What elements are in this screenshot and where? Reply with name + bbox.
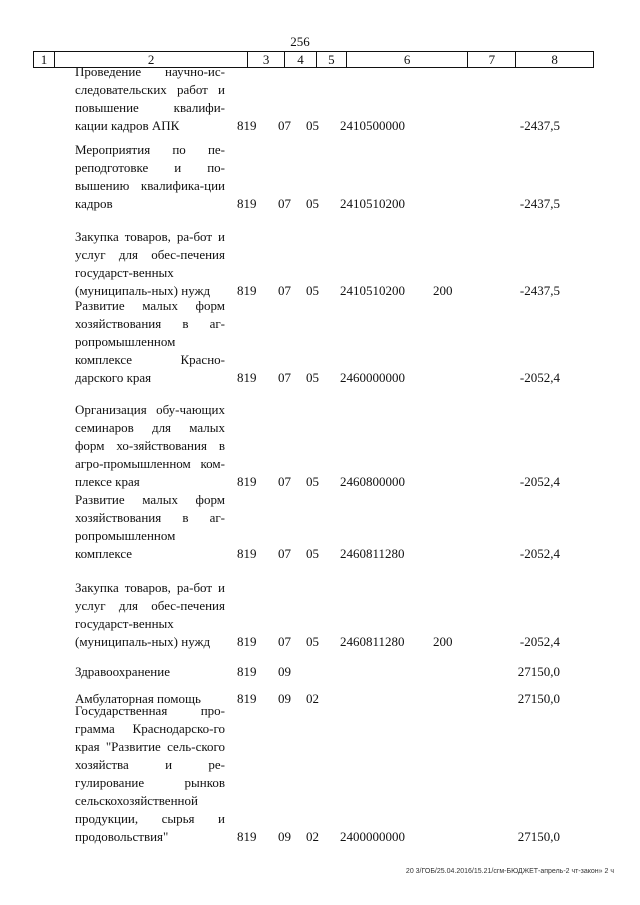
row-col-4: 07 <box>278 283 291 298</box>
row-col-8: -2052,4 <box>519 634 560 649</box>
row-name: Закупка товаров, ра-бот и услуг для обес-печения государст-венных (муниципаль-ных) нужд <box>75 580 225 649</box>
row-name: Амбулаторная помощь <box>75 691 201 706</box>
row-name: Проведение научно-ис-следовательских работ и повышение квалифи-кации кадров АПК <box>75 64 225 133</box>
row-col-8: -2052,4 <box>519 370 560 385</box>
row-col-3: 819 <box>237 829 257 844</box>
row-col-5: 05 <box>306 283 319 298</box>
row-col-7: 200 <box>433 283 453 298</box>
table-row <box>0 63 640 135</box>
row-name: Организация обу-чающих семинаров для малых форм хо-зяйствования в агро-промышленном ком-плексе края <box>75 402 225 489</box>
row-col-5: 05 <box>306 196 319 211</box>
row-col-3: 819 <box>237 283 257 298</box>
row-col-8: -2437,5 <box>519 118 560 133</box>
row-name: Развитие малых форм хозяйствования в аг-ропромышленном комплексе Красно-дарского края <box>75 298 225 385</box>
header-col-8: 8 <box>551 52 558 67</box>
row-col-4: 09 <box>278 691 291 706</box>
row-col-4: 07 <box>278 546 291 561</box>
row-col-4: 07 <box>278 118 291 133</box>
row-col-4: 07 <box>278 634 291 649</box>
row-col-4: 07 <box>278 196 291 211</box>
row-col-3: 819 <box>237 196 257 211</box>
header-col-2: 2 <box>55 52 248 67</box>
row-col-4: 07 <box>278 474 291 489</box>
row-col-5: 05 <box>306 118 319 133</box>
table-row <box>0 569 640 651</box>
row-col-3: 819 <box>237 474 257 489</box>
row-col-8: 27150,0 <box>517 664 560 679</box>
row-col-5: 02 <box>306 691 319 706</box>
row-col-3: 819 <box>237 118 257 133</box>
row-col-5: 02 <box>306 829 319 844</box>
row-col-6: 2460000000 <box>340 370 405 385</box>
row-col-8: -2437,5 <box>519 283 560 298</box>
row-col-6: 2460811280 <box>340 546 405 561</box>
row-col-6: 2400000000 <box>340 829 405 844</box>
row-col-7: 200 <box>433 634 453 649</box>
row-name: Государственная про-грамма Краснодарско-го края "Развитие сель-ского хозяйства и ре-гулирование рынков сельскохозяйственной продукции, сырья и продовольствия" <box>75 703 225 844</box>
row-col-5: 05 <box>306 546 319 561</box>
header-col-3: 3 <box>248 52 285 67</box>
header-col-1: 1 <box>34 52 55 67</box>
row-name: Здравоохранение <box>75 664 170 679</box>
row-col-3: 819 <box>237 664 257 679</box>
row-col-8: 27150,0 <box>517 829 560 844</box>
row-col-3: 819 <box>237 370 257 385</box>
table-row <box>0 657 640 681</box>
row-col-3: 819 <box>237 691 257 706</box>
row-col-6: 2410510200 <box>340 283 405 298</box>
table-row <box>0 141 640 213</box>
header-col-5: 5 <box>317 52 347 67</box>
row-col-5: 05 <box>306 474 319 489</box>
header-col-4: 4 <box>285 52 317 67</box>
table-row <box>0 298 640 387</box>
footer-doc-ref: 20 3/ГОБ/25.04.2016/15.21/сгм-БЮДЖЕТ-апрель-2 чт-закон» 2 ч <box>405 868 614 875</box>
header-col-6: 6 <box>347 52 469 67</box>
table-row <box>0 219 640 300</box>
row-col-6: 2460811280 <box>340 634 405 649</box>
row-name: Закупка товаров, ра-бот и услуг для обес-печения государст-венных (муниципаль-ных) нужд <box>75 229 225 298</box>
row-col-6: 2410510200 <box>340 196 405 211</box>
row-col-8: -2052,4 <box>519 474 560 489</box>
row-col-4: 07 <box>278 370 291 385</box>
row-col-8: -2437,5 <box>519 196 560 211</box>
row-col-3: 819 <box>237 546 257 561</box>
row-col-4: 09 <box>278 829 291 844</box>
row-col-8: 27150,0 <box>517 691 560 706</box>
row-col-6: 2460800000 <box>340 474 405 489</box>
row-col-4: 09 <box>278 664 291 679</box>
row-name: Развитие малых форм хозяйствования в аг-ропромышленном комплексе <box>75 492 225 561</box>
row-col-5: 05 <box>306 634 319 649</box>
row-col-6: 2410500000 <box>340 118 405 133</box>
row-col-5: 05 <box>306 370 319 385</box>
table-row <box>0 492 640 563</box>
table-row <box>0 393 640 491</box>
row-col-3: 819 <box>237 634 257 649</box>
row-col-8: -2052,4 <box>519 546 560 561</box>
row-name: Мероприятия по пе-реподготовке и по-вышению квалифика-ции кадров <box>75 142 225 211</box>
page-number: 256 <box>290 34 310 49</box>
table-row <box>0 703 640 846</box>
header-col-7: 7 <box>468 52 516 67</box>
